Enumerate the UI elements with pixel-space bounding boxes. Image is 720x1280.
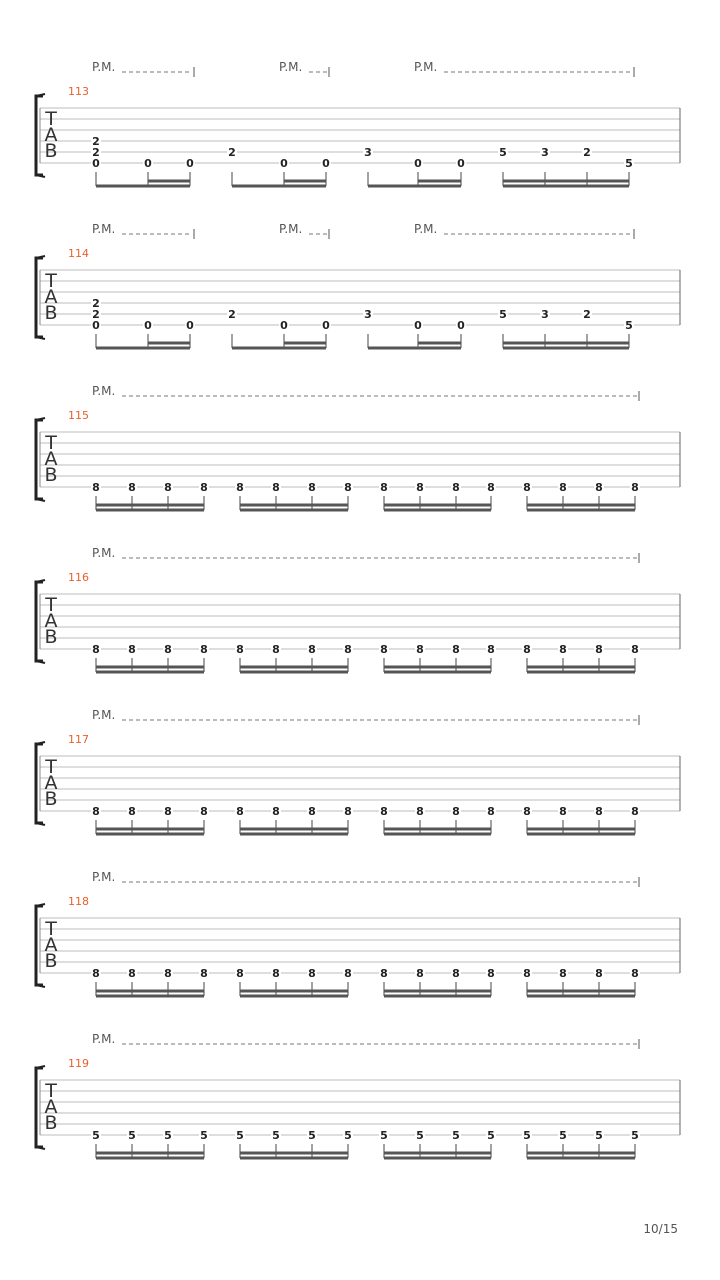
bracket-bottom-hook	[36, 661, 45, 663]
fret-number: 5	[344, 1129, 352, 1142]
fret-number: 0	[280, 319, 288, 332]
tab-clef-letter: A	[44, 124, 58, 146]
fret-number: 5	[200, 1129, 208, 1142]
fret-number: 5	[631, 1129, 639, 1142]
fret-number: 8	[523, 967, 531, 980]
tab-system	[36, 870, 680, 996]
measure-number: 114	[68, 247, 89, 260]
tab-system	[36, 708, 680, 834]
measure-number: 117	[68, 733, 89, 746]
fret-number: 2	[228, 308, 236, 321]
fret-number: 8	[200, 967, 208, 980]
fret-number: 5	[523, 1129, 531, 1142]
fret-number: 0	[92, 157, 100, 170]
fret-number: 8	[595, 967, 603, 980]
fret-number: 8	[344, 967, 352, 980]
tab-clef-letter: T	[45, 918, 57, 940]
measure-number: 119	[68, 1057, 89, 1070]
fret-number: 8	[92, 481, 100, 494]
fret-number: 8	[344, 481, 352, 494]
fret-number: 8	[308, 967, 316, 980]
bracket-top-hook	[36, 94, 45, 96]
measure-number: 115	[68, 409, 89, 422]
fret-number: 8	[272, 643, 280, 656]
fret-number: 8	[452, 643, 460, 656]
fret-number: 8	[452, 967, 460, 980]
measure-number: 113	[68, 85, 89, 98]
tab-clef-letter: B	[44, 626, 58, 648]
fret-number: 8	[200, 805, 208, 818]
fret-number: 0	[280, 157, 288, 170]
tab-clef-letter: B	[44, 302, 58, 324]
fret-number: 0	[457, 319, 465, 332]
fret-number: 8	[128, 967, 136, 980]
fret-number: 2	[92, 135, 100, 148]
fret-number: 0	[92, 319, 100, 332]
fret-number: 5	[416, 1129, 424, 1142]
bracket-top-hook	[36, 742, 45, 744]
fret-number: 0	[144, 319, 152, 332]
tab-clef-letter: B	[44, 140, 58, 162]
fret-number: 8	[272, 481, 280, 494]
fret-number: 8	[236, 643, 244, 656]
fret-number: 8	[128, 481, 136, 494]
fret-number: 8	[380, 481, 388, 494]
fret-number: 5	[595, 1129, 603, 1142]
page-number: 10/15	[643, 1222, 678, 1236]
tab-clef-letter: A	[44, 1096, 58, 1118]
fret-number: 8	[416, 967, 424, 980]
tab-clef-letter: T	[45, 108, 57, 130]
fret-number: 0	[186, 157, 194, 170]
palm-mute-label: P.M.	[414, 60, 438, 74]
tab-clef-letter: T	[45, 432, 57, 454]
fret-number: 8	[595, 643, 603, 656]
bracket-top-hook	[36, 418, 45, 420]
measure-number: 118	[68, 895, 89, 908]
fret-number: 8	[92, 805, 100, 818]
bracket-bottom-hook	[36, 1147, 45, 1149]
fret-number: 8	[487, 481, 495, 494]
palm-mute-label: P.M.	[92, 384, 116, 398]
bracket-top-hook	[36, 1066, 45, 1068]
fret-number: 0	[186, 319, 194, 332]
fret-number: 8	[236, 967, 244, 980]
fret-number: 5	[487, 1129, 495, 1142]
fret-number: 8	[380, 967, 388, 980]
fret-number: 2	[228, 146, 236, 159]
fret-number: 5	[164, 1129, 172, 1142]
palm-mute-label: P.M.	[92, 708, 116, 722]
tab-system	[36, 384, 680, 510]
tab-clef-letter: T	[45, 594, 57, 616]
fret-number: 8	[344, 643, 352, 656]
tab-clef-letter: T	[45, 1080, 57, 1102]
fret-number: 8	[487, 805, 495, 818]
fret-number: 8	[344, 805, 352, 818]
bracket-bottom-hook	[36, 337, 45, 339]
palm-mute-label: P.M.	[279, 222, 303, 236]
fret-number: 8	[416, 481, 424, 494]
palm-mute-label: P.M.	[92, 546, 116, 560]
fret-number: 8	[200, 481, 208, 494]
fret-number: 8	[92, 643, 100, 656]
fret-number: 8	[380, 805, 388, 818]
fret-number: 8	[523, 805, 531, 818]
fret-number: 8	[236, 481, 244, 494]
fret-number: 5	[128, 1129, 136, 1142]
fret-number: 0	[414, 157, 422, 170]
fret-number: 2	[92, 297, 100, 310]
fret-number: 3	[364, 146, 372, 159]
palm-mute-label: P.M.	[414, 222, 438, 236]
fret-number: 8	[631, 967, 639, 980]
palm-mute-label: P.M.	[92, 1032, 116, 1046]
fret-number: 5	[452, 1129, 460, 1142]
fret-number: 0	[457, 157, 465, 170]
fret-number: 2	[583, 146, 591, 159]
fret-number: 8	[523, 481, 531, 494]
fret-number: 8	[308, 643, 316, 656]
fret-number: 8	[92, 967, 100, 980]
bracket-top-hook	[36, 256, 45, 258]
palm-mute-label: P.M.	[92, 870, 116, 884]
bracket-top-hook	[36, 580, 45, 582]
tab-clef-letter: A	[44, 934, 58, 956]
fret-number: 5	[308, 1129, 316, 1142]
fret-number: 8	[272, 967, 280, 980]
bracket-bottom-hook	[36, 823, 45, 825]
fret-number: 8	[380, 643, 388, 656]
fret-number: 8	[523, 643, 531, 656]
fret-number: 8	[128, 805, 136, 818]
fret-number: 3	[364, 308, 372, 321]
fret-number: 8	[416, 805, 424, 818]
fret-number: 0	[322, 157, 330, 170]
fret-number: 8	[164, 481, 172, 494]
fret-number: 0	[414, 319, 422, 332]
fret-number: 2	[583, 308, 591, 321]
tab-clef-letter: B	[44, 464, 58, 486]
fret-number: 8	[128, 643, 136, 656]
fret-number: 5	[272, 1129, 280, 1142]
fret-number: 8	[631, 481, 639, 494]
tab-clef-letter: T	[45, 756, 57, 778]
bracket-top-hook	[36, 904, 45, 906]
tab-system	[36, 60, 680, 186]
fret-number: 8	[272, 805, 280, 818]
palm-mute-label: P.M.	[92, 60, 116, 74]
tab-clef-letter: A	[44, 610, 58, 632]
fret-number: 8	[631, 643, 639, 656]
fret-number: 0	[322, 319, 330, 332]
tab-system	[36, 222, 680, 348]
fret-number: 8	[559, 967, 567, 980]
tab-clef-letter: B	[44, 950, 58, 972]
fret-number: 8	[164, 967, 172, 980]
fret-number: 5	[559, 1129, 567, 1142]
tab-system	[36, 546, 680, 672]
palm-mute-label: P.M.	[279, 60, 303, 74]
fret-number: 8	[452, 481, 460, 494]
fret-number: 8	[595, 805, 603, 818]
fret-number: 8	[487, 643, 495, 656]
fret-number: 8	[559, 805, 567, 818]
fret-number: 8	[164, 805, 172, 818]
fret-number: 5	[625, 319, 633, 332]
fret-number: 8	[164, 643, 172, 656]
fret-number: 5	[92, 1129, 100, 1142]
tab-system	[36, 1032, 680, 1158]
fret-number: 8	[559, 481, 567, 494]
bracket-bottom-hook	[36, 499, 45, 501]
fret-number: 2	[92, 308, 100, 321]
fret-number: 3	[541, 146, 549, 159]
fret-number: 8	[595, 481, 603, 494]
measure-number: 116	[68, 571, 89, 584]
palm-mute-label: P.M.	[92, 222, 116, 236]
tab-clef-letter: A	[44, 286, 58, 308]
bracket-bottom-hook	[36, 985, 45, 987]
tab-clef-letter: A	[44, 448, 58, 470]
fret-number: 2	[92, 146, 100, 159]
fret-number: 8	[416, 643, 424, 656]
fret-number: 8	[559, 643, 567, 656]
fret-number: 8	[487, 967, 495, 980]
fret-number: 5	[236, 1129, 244, 1142]
bracket-bottom-hook	[36, 175, 45, 177]
fret-number: 3	[541, 308, 549, 321]
fret-number: 8	[631, 805, 639, 818]
tab-clef-letter: A	[44, 772, 58, 794]
fret-number: 8	[452, 805, 460, 818]
fret-number: 5	[625, 157, 633, 170]
fret-number: 5	[499, 146, 507, 159]
tab-clef-letter: B	[44, 1112, 58, 1134]
fret-number: 8	[308, 481, 316, 494]
fret-number: 8	[200, 643, 208, 656]
tab-clef-letter: T	[45, 270, 57, 292]
fret-number: 8	[236, 805, 244, 818]
tab-clef-letter: B	[44, 788, 58, 810]
fret-number: 0	[144, 157, 152, 170]
fret-number: 5	[380, 1129, 388, 1142]
fret-number: 8	[308, 805, 316, 818]
fret-number: 5	[499, 308, 507, 321]
